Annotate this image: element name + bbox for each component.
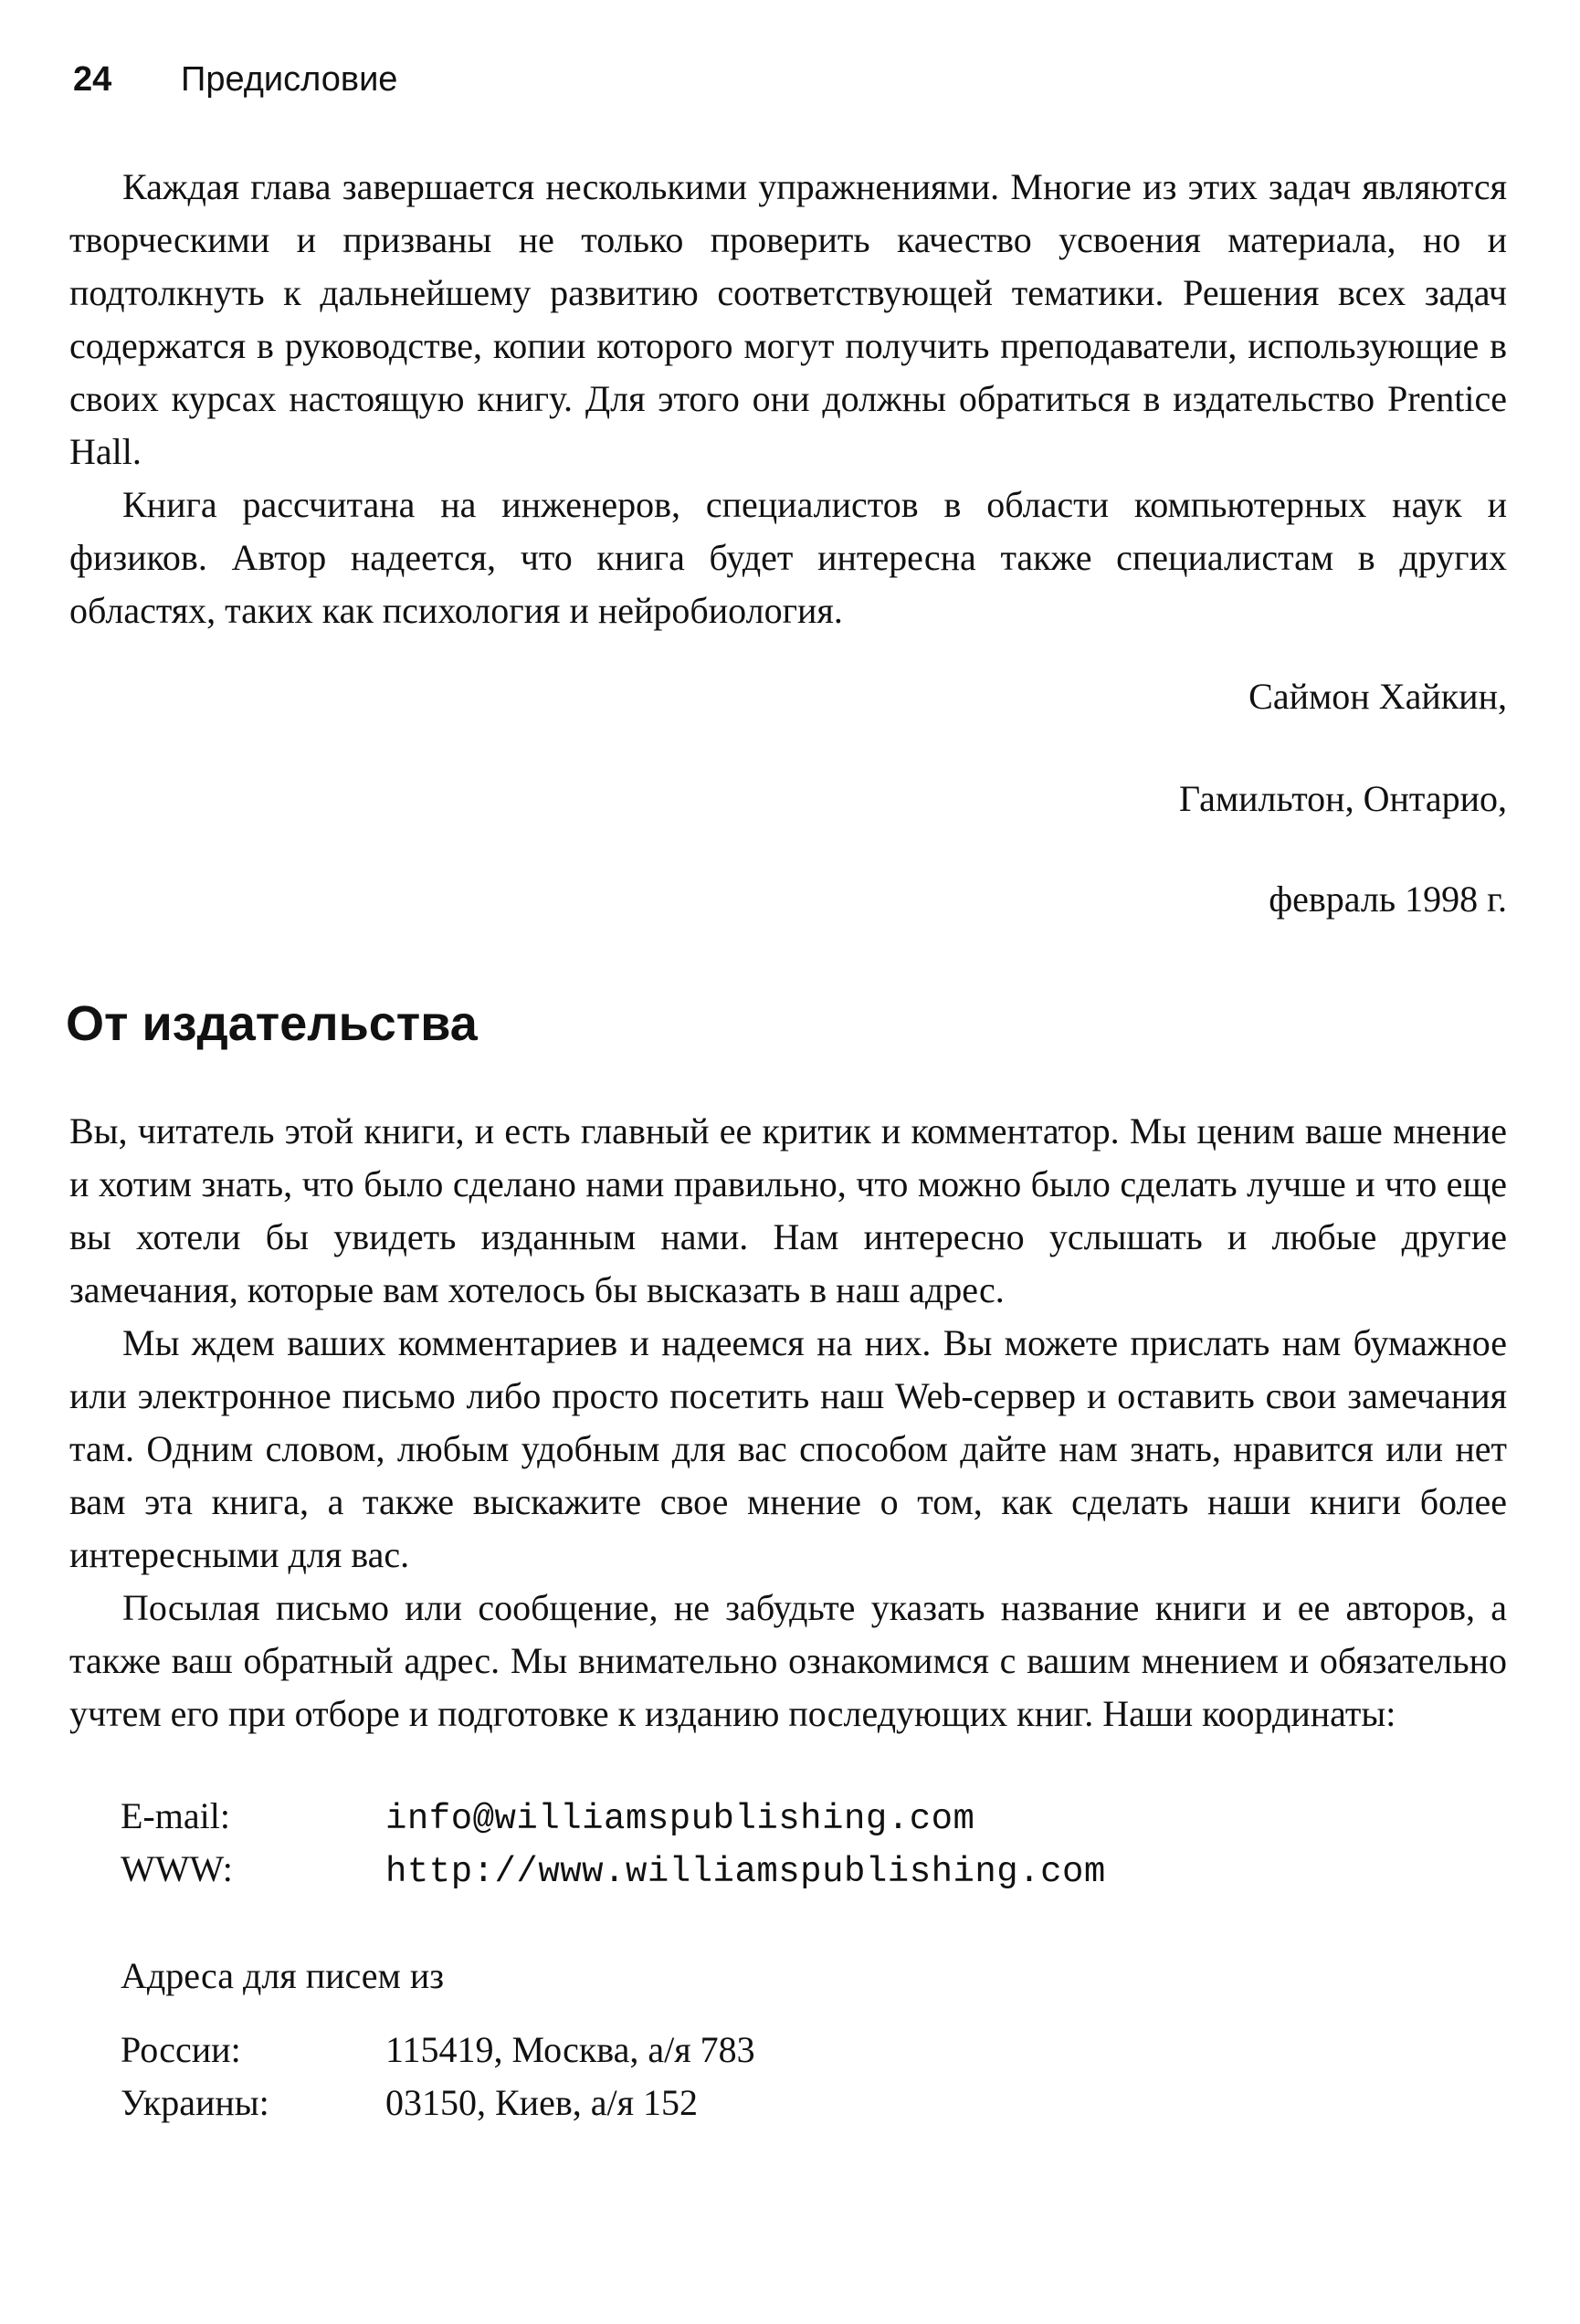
publisher-paragraph-2: Мы ждем ваших комментариев и надеемся на них. Вы можете прислать нам бумажное или электронное письмо либо просто посетить наш Web-сервер и оставить свои замечания там. Одним словом, любым удобным для вас способом дайте нам знать, нравится или нет вам эта книга, а также выскажите свое мнение о том, как сделать наши книги более интересными для вас. [69,1322,1507,1575]
page-number: 24 [73,60,112,99]
signature-place: Гамильтон, Онтарио, [1178,778,1507,819]
preface-paragraph-1: Каждая глава завершается несколькими упражнениями. Многие из этих задач являются творческими и призваны не только проверить качество усвоения материала, но и подтолкнуть к дальнейшему развитию соответствующей тематики. Решения всех задач содержатся в руководстве, копии которого могут получить преподаватели, использующие в своих курсах настоящую книгу. Для этого они должны обратиться в издательство Prentice Hall. [69,166,1507,472]
russia-address: 115419, Москва, а/я 783 [385,2029,755,2070]
publisher-paragraph-1: Вы, читатель этой книги, и есть главный ее критик и комментатор. Мы ценим ваше мнение и хотим знать, что было сделано нами правильно, что можно было сделать лучше и что еще вы хотели бы увидеть изданным нами. Нам интересно услышать и любые другие замечания, которые вам хотелось бы высказать в наш адрес. [69,1110,1507,1310]
ukraine-address: 03150, Киев, а/я 152 [385,2082,698,2123]
preface-text [69,161,1507,637]
ukraine-row [121,2077,755,2129]
www-label: WWW: [121,1848,233,1889]
address-intro: Адреса для писем из [121,1955,445,1996]
section-heading: От издательства [66,996,478,1051]
preface-paragraph-2: Книга рассчитана на инженеров, специалистов в области компьютерных наук и физиков. Автор надеется, что книга будет интересна также специалистам в других областях, таких как психология и нейробиология. [69,484,1507,631]
russia-label: России: [121,2029,241,2070]
publisher-text [69,1105,1507,1740]
email-row [121,1790,1106,1843]
www-row [121,1843,1106,1896]
signature-date: февраль 1998 г. [1269,878,1507,920]
contact-list [121,1790,1106,1896]
address-list [121,2024,755,2129]
www-link[interactable]: http://www.williamspublishing.com [385,1852,1106,1892]
russia-row [121,2024,755,2077]
running-head-title: Предисловие [181,60,398,99]
ukraine-label: Украины: [121,2082,269,2123]
email-link[interactable]: info@williamspublishing.com [385,1799,975,1839]
running-head [73,57,397,102]
publisher-paragraph-3: Посылая письмо или сообщение, не забудьте указать название книги и ее авторов, а также ваш обратный адрес. Мы внимательно ознакомимся с вашим мнением и обязательно учтем его при отборе и подготовке к изданию последующих книг. Наши координаты: [69,1587,1507,1734]
signature-name: Саймон Хайкин, [1248,676,1507,717]
email-label: E-mail: [121,1795,230,1836]
